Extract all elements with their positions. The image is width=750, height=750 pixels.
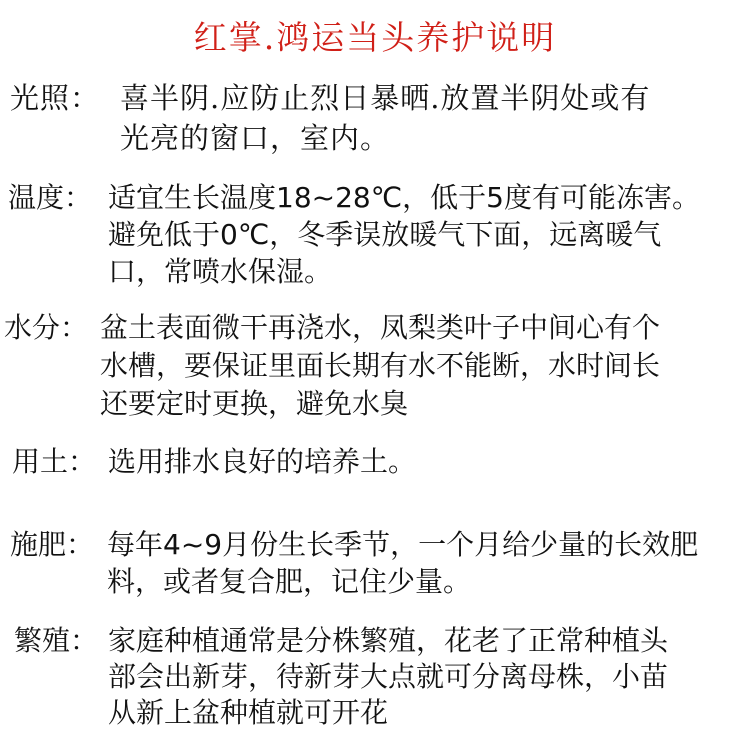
section-line: 水槽，要保证里面长期有水不能断，水时间长 bbox=[100, 349, 661, 382]
section-label-fertilizer: 施肥： bbox=[10, 528, 95, 561]
section-line: 光亮的窗口，室内。 bbox=[120, 121, 391, 155]
section-line: 料，或者复合肥，记住少量。 bbox=[107, 565, 472, 598]
section-line: 口，常喷水保湿。 bbox=[108, 255, 333, 288]
section-light bbox=[10, 76, 750, 156]
section-label-water: 水分： bbox=[4, 311, 89, 344]
section-line: 家庭种植通常是分株繁殖，花老了正常种植头 bbox=[108, 624, 669, 657]
section-line: 喜半阴.应防止烈日暴晒.放置半阴处或有 bbox=[120, 81, 651, 115]
section-label-propagation: 繁殖： bbox=[14, 624, 99, 657]
page-title: 红掌.鸿运当头养护说明 bbox=[193, 18, 557, 57]
section-line: 适宜生长温度18~28℃，低于5度有可能冻害。 bbox=[108, 181, 700, 214]
section-fertilizer bbox=[10, 523, 750, 599]
section-soil bbox=[12, 440, 750, 480]
section-label-light: 光照： bbox=[10, 81, 101, 115]
section-line: 避免低于0℃，冬季误放暖气下面，远离暖气 bbox=[108, 218, 662, 251]
section-line: 部会出新芽，待新芽大点就可分离母株，小苗 bbox=[108, 660, 669, 693]
section-line: 还要定时更换，避免水臭 bbox=[100, 387, 409, 420]
section-temperature bbox=[8, 176, 750, 286]
section-line: 选用排水良好的培养土。 bbox=[108, 445, 417, 478]
section-propagation bbox=[14, 619, 750, 729]
section-line: 每年4~9月份生长季节，一个月给少量的长效肥 bbox=[107, 528, 699, 561]
section-label-temperature: 温度： bbox=[8, 181, 93, 214]
section-line: 盆土表面微干再浇水，凤梨类叶子中间心有个 bbox=[100, 311, 661, 344]
section-water bbox=[4, 306, 750, 420]
section-line: 从新上盆种植就可开花 bbox=[108, 696, 389, 729]
section-label-soil: 用土： bbox=[12, 445, 97, 478]
